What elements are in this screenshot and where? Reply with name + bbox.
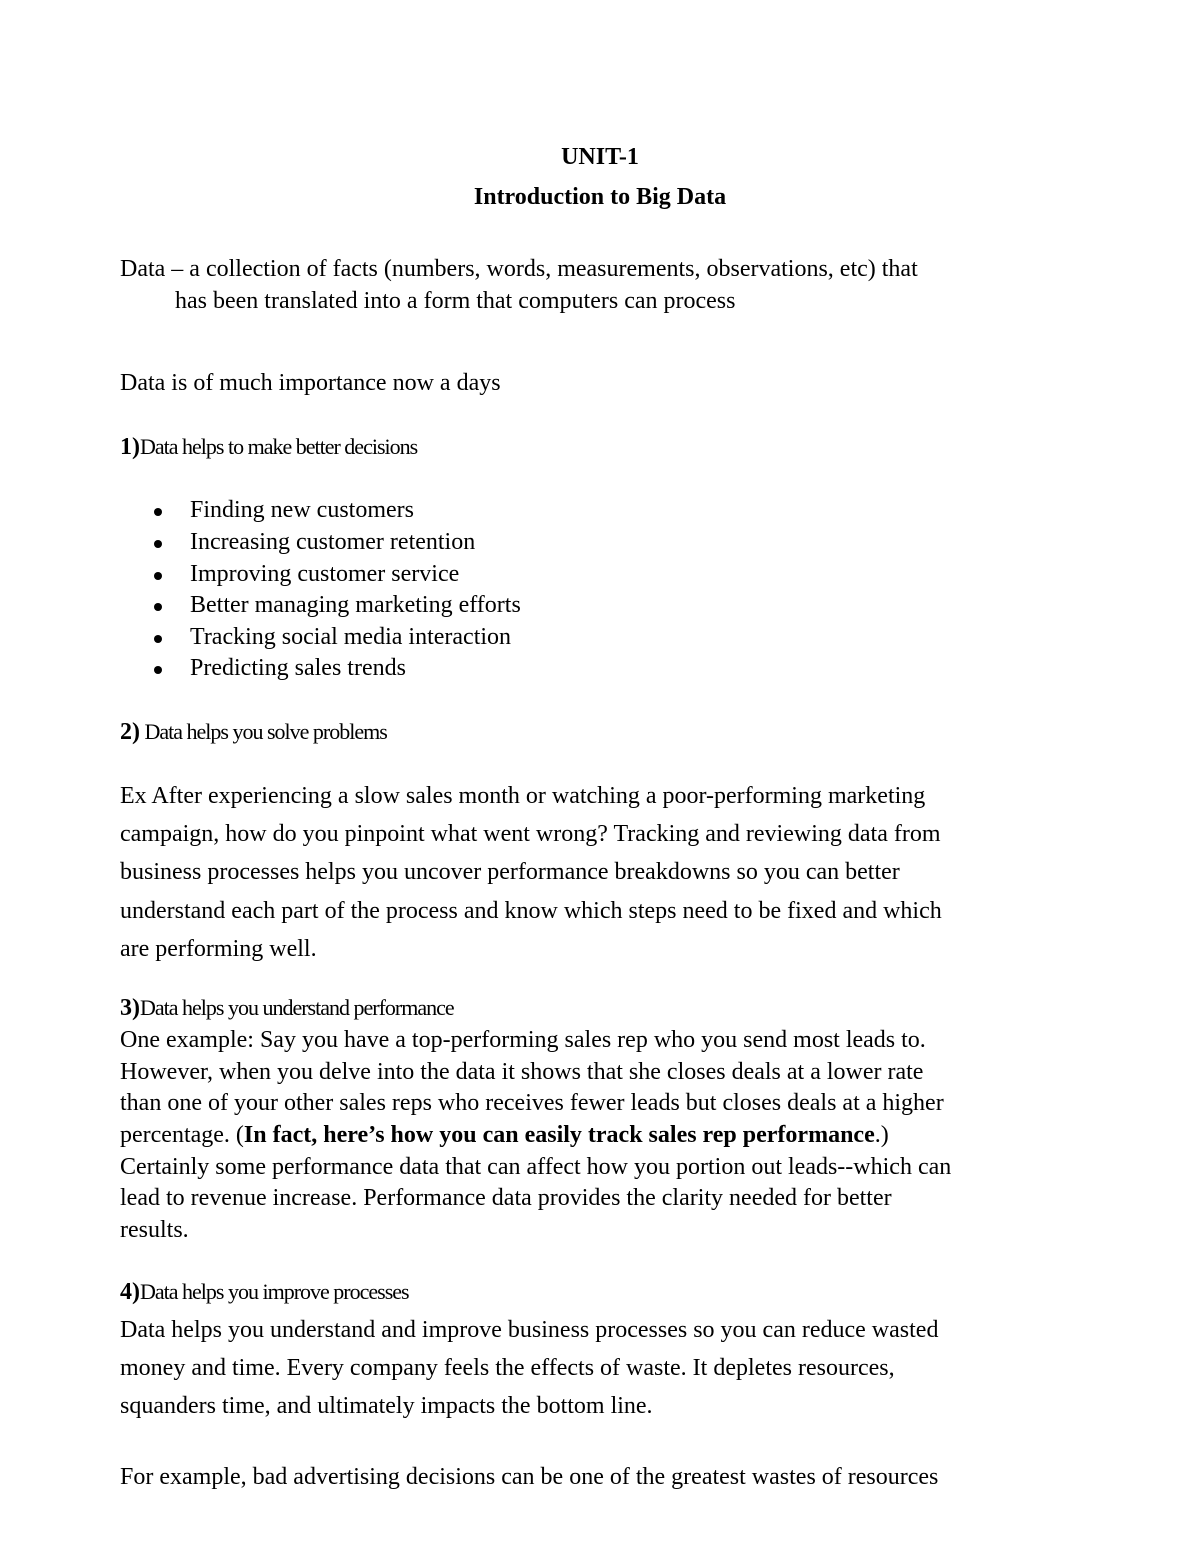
section-3-line-4-suffix: .) xyxy=(874,1122,889,1148)
list-item: Predicting sales trends xyxy=(190,655,406,681)
section-3-heading xyxy=(120,996,454,1020)
bullet-icon xyxy=(154,540,162,548)
section-3-line-6: lead to revenue increase. Performance data provides the clarity needed for better xyxy=(120,1185,892,1211)
section-2-heading-text: Data helps you solve problems xyxy=(140,719,387,744)
bullet-icon xyxy=(154,603,162,611)
section-2-line-4: understand each part of the process and know which steps need to be fixed and which xyxy=(120,898,942,924)
section-4-example: For example, bad advertising decisions can be one of the greatest wastes of resources xyxy=(120,1464,939,1490)
section-4-line-2: money and time. Every company feels the effects of waste. It depletes resources, xyxy=(120,1355,895,1381)
section-4-heading xyxy=(120,1280,409,1304)
section-4-line-3: squanders time, and ultimately impacts the bottom line. xyxy=(120,1393,653,1419)
section-2-line-2: campaign, how do you pinpoint what went wrong? Tracking and reviewing data from xyxy=(120,821,941,847)
section-1-heading-text: Data helps to make better decisions xyxy=(140,434,418,459)
section-3-number: 3) xyxy=(120,995,140,1021)
section-2-line-1: Ex After experiencing a slow sales month or watching a poor-performing marketing xyxy=(120,783,926,809)
page-title: UNIT-1 xyxy=(561,144,639,170)
definition-line-2: has been translated into a form that computers can process xyxy=(175,288,736,314)
section-3-line-4 xyxy=(120,1123,889,1147)
list-item: Tracking social media interaction xyxy=(190,624,512,650)
page-subtitle: Introduction to Big Data xyxy=(473,184,727,210)
section-4-line-1: Data helps you understand and improve business processes so you can reduce wasted xyxy=(120,1317,939,1343)
section-3-line-2: However, when you delve into the data it shows that she closes deals at a lower rate xyxy=(120,1059,924,1085)
section-4-number: 4) xyxy=(120,1279,140,1305)
section-1-number: 1) xyxy=(120,434,140,460)
bullet-icon xyxy=(154,508,162,516)
list-item: Finding new customers xyxy=(190,497,414,523)
section-3-line-1: One example: Say you have a top-performing sales rep who you send most leads to. xyxy=(120,1027,926,1053)
bullet-icon xyxy=(154,635,162,643)
section-2-number: 2) xyxy=(120,719,140,745)
section-1-heading xyxy=(120,435,417,459)
section-4-heading-text: Data helps you improve processes xyxy=(140,1279,409,1304)
section-3-line-3: than one of your other sales reps who receives fewer leads but closes deals at a higher xyxy=(120,1090,944,1116)
section-2-line-3: business processes helps you uncover performance breakdowns so you can better xyxy=(120,859,900,885)
sales-rep-tracking-link[interactable]: In fact, here’s how you can easily track sales rep performance xyxy=(243,1122,875,1148)
list-item: Better managing marketing efforts xyxy=(190,592,521,618)
bullet-icon xyxy=(154,572,162,580)
section-3-line-5: Certainly some performance data that can affect how you portion out leads--which can xyxy=(120,1154,952,1180)
section-3-line-4-prefix: percentage. ( xyxy=(120,1122,244,1148)
list-item: Improving customer service xyxy=(190,561,460,587)
section-3-line-7: results. xyxy=(120,1217,189,1243)
section-2-heading xyxy=(120,720,387,744)
definition-line-1: Data – a collection of facts (numbers, words, measurements, observations, etc) that xyxy=(120,256,918,282)
bullet-icon xyxy=(154,666,162,674)
list-item: Increasing customer retention xyxy=(190,529,476,555)
section-2-line-5: are performing well. xyxy=(120,936,317,962)
section-3-heading-text: Data helps you understand performance xyxy=(140,995,454,1020)
importance-statement: Data is of much importance now a days xyxy=(120,370,501,396)
